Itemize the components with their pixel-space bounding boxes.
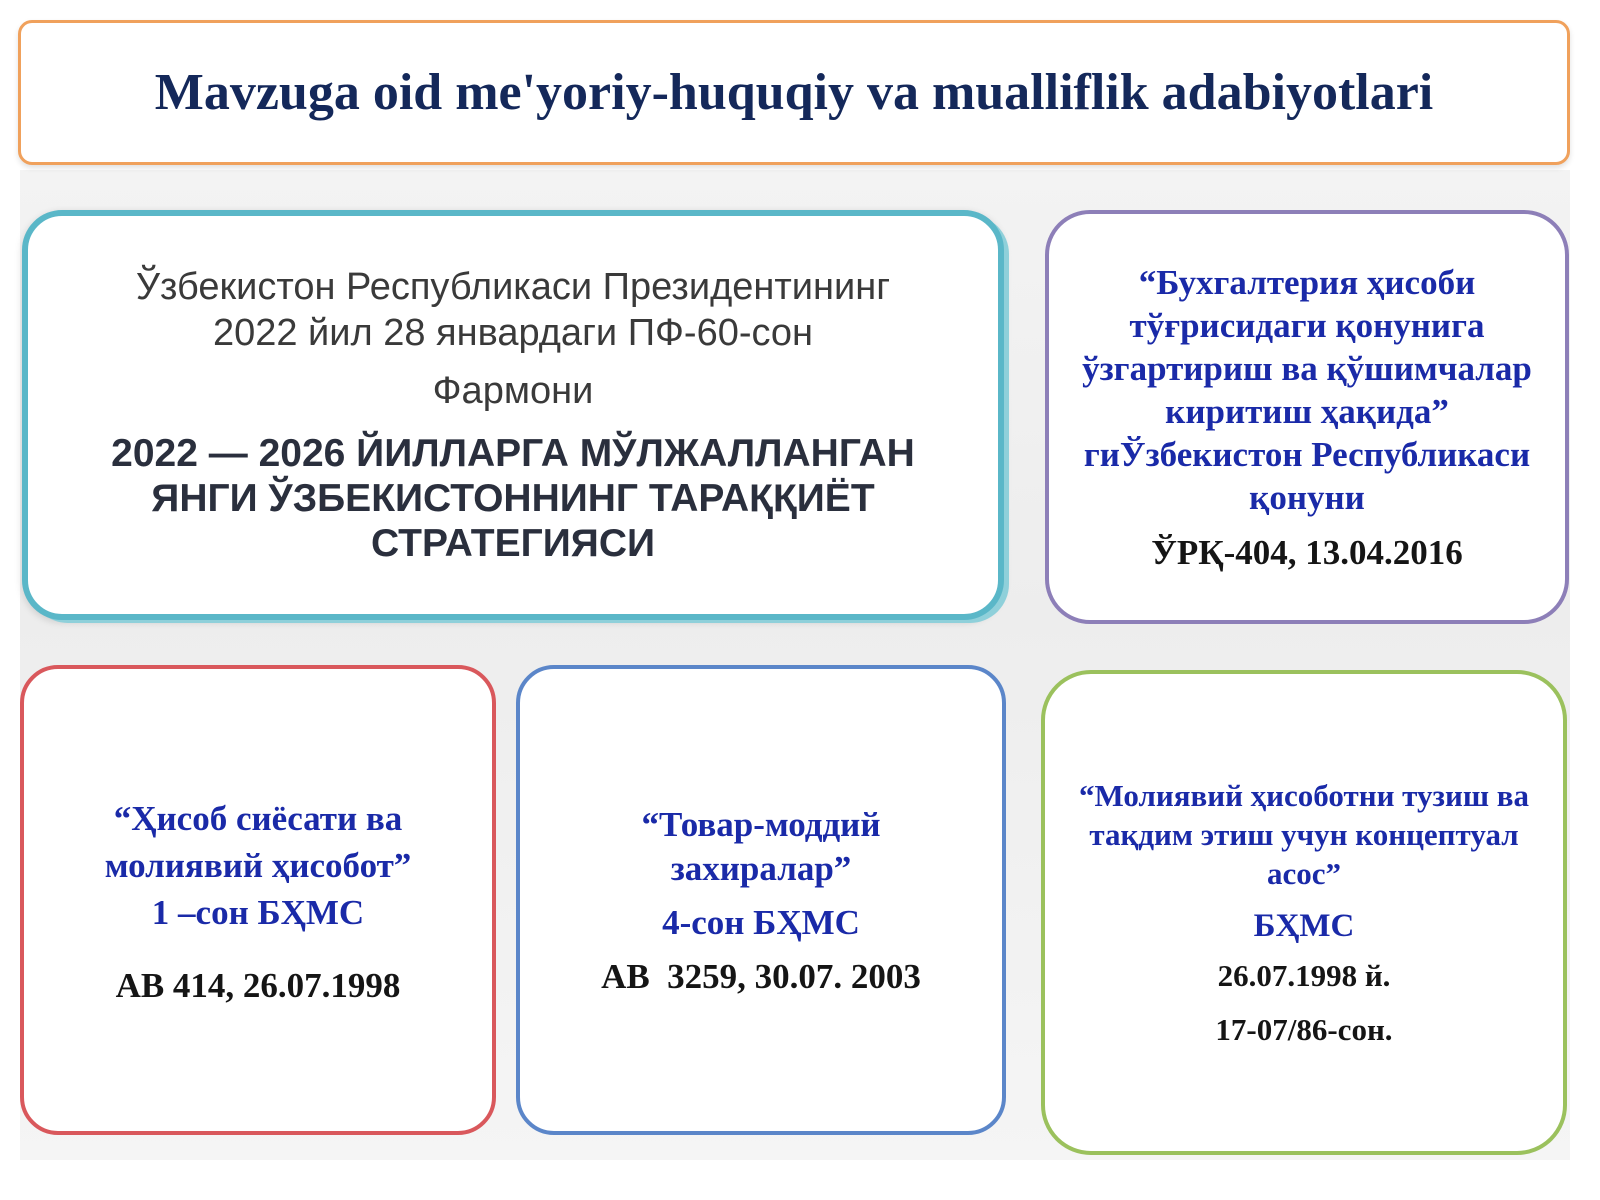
- nas-4-number: 4-сон БҲМС: [662, 903, 860, 942]
- slide-title: Mavzuga oid me'yoriy-huquqiy va mualliflik adabiyotlari: [154, 64, 1434, 121]
- strategy-card: [22, 210, 1004, 620]
- strategy-headline: 2022 — 2026 ЙИЛЛАРГА МЎЛЖАЛЛАНГАН ЯНГИ ЎЗБЕКИСТОННИНГ ТАРАҚҚИЁТ СТРАТЕГИЯСИ: [111, 432, 915, 565]
- conceptual-framework-date: 26.07.1998 й.: [1217, 957, 1391, 993]
- nas-4-name-line1: “Товар-моддий: [641, 805, 881, 844]
- nas-4-reference: АВ 3259, 30.07. 2003: [601, 957, 921, 996]
- nas-1-card: [20, 665, 496, 1135]
- strategy-issuer: Ўзбекистон Республикаси Президентининг: [135, 266, 891, 308]
- nas-4-card: [516, 665, 1006, 1135]
- nas-4-name-line2: захиралар”: [670, 849, 852, 888]
- accounting-law-card: [1045, 210, 1569, 624]
- nas-1-reference: АВ 414, 26.07.1998: [115, 965, 401, 1005]
- nas-1-name-line1: “Ҳисоб сиёсати ва: [113, 798, 403, 838]
- conceptual-framework-card: [1041, 670, 1567, 1155]
- accounting-law-name: “Бухгалтерия ҳисоби тўғрисидаги қонунига ўзгартириш ва қўшимчалар киритиш ҳақида” гиЎзбекистон Республикаси қонуни: [1082, 263, 1532, 517]
- slide-title-box: [18, 20, 1570, 165]
- nas-1-number: 1 –сон БҲМС: [151, 892, 365, 932]
- strategy-decree-date: 2022 йил 28 январдаги ПФ-60-сон: [212, 312, 814, 354]
- conceptual-framework-reference: 17-07/86-сон.: [1215, 1011, 1393, 1047]
- nas-1-name-line2: молиявий ҳисобот”: [104, 845, 412, 885]
- strategy-decree-label: Фармони: [432, 370, 594, 412]
- accounting-law-reference: ЎРҚ-404, 13.04.2016: [1151, 533, 1463, 572]
- conceptual-framework-name: “Молиявий ҳисоботни тузиш ва тақдим этиш учун концептуал асос”: [1079, 777, 1529, 891]
- conceptual-framework-number: БҲМС: [1253, 907, 1355, 944]
